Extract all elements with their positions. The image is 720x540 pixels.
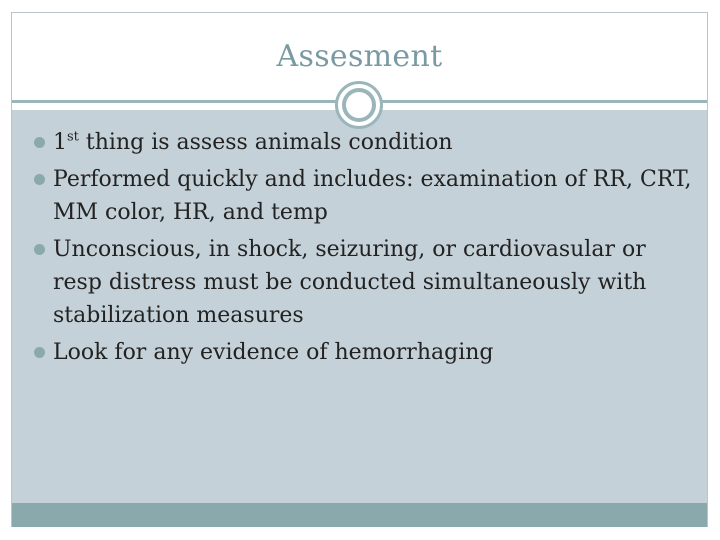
bullet-text: thing is assess animals condition	[78, 130, 453, 155]
slide-title: Assesment	[276, 39, 443, 74]
bullet-ordinal-number: 1	[53, 130, 67, 155]
bullet-text: Unconscious, in shock, seizuring, or cardiovasular or resp distress must be conducted simultaneously with stabilization measures	[53, 237, 647, 328]
bullet-dot-icon	[34, 347, 45, 358]
bullet-ordinal-suffix: st	[67, 129, 79, 145]
bullet-dot-icon	[34, 137, 45, 148]
bullet-dot-icon	[34, 174, 45, 185]
bullet-list	[34, 126, 694, 373]
bullet-item	[34, 336, 694, 369]
bullet-dot-icon	[34, 244, 45, 255]
bullet-item	[34, 163, 694, 229]
bullet-text: Look for any evidence of hemorrhaging	[53, 340, 494, 365]
bullet-item	[34, 126, 694, 159]
ring-inner	[342, 88, 376, 122]
bullet-text: Performed quickly and includes: examination of RR, CRT, MM color, HR, and temp	[53, 167, 692, 225]
ring-icon	[335, 81, 383, 129]
footer-bar	[12, 503, 707, 527]
slide	[11, 12, 708, 527]
bullet-item	[34, 233, 694, 332]
